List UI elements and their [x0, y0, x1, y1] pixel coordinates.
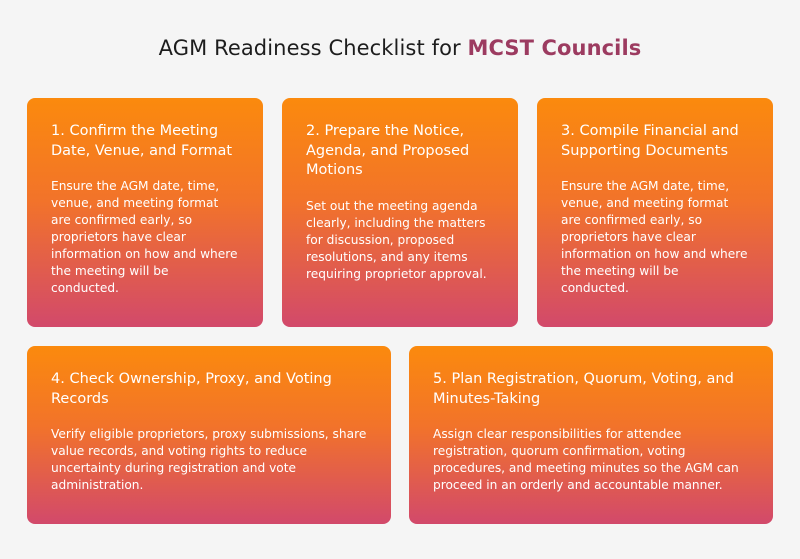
page-title-accent: MCST Councils — [467, 36, 642, 60]
checklist-card-title: 3. Compile Financial and Supporting Documents — [561, 123, 739, 159]
checklist-card-body: Assign clear responsibilities for attendee registration, quorum confirmation, voting procedures, and meeting minutes so the AGM can proceed in an orderly and accountable manner. — [433, 427, 739, 492]
checklist-card-2 — [282, 98, 518, 327]
checklist-card-title: 4. Check Ownership, Proxy, and Voting Records — [51, 371, 332, 407]
checklist-card-body: Set out the meeting agenda clearly, including the matters for discussion, proposed resolutions, and any items requiring proprietor approval. — [306, 198, 487, 281]
checklist-card-title: 2. Prepare the Notice, Agenda, and Proposed Motions — [306, 123, 470, 178]
checklist-card-body: Ensure the AGM date, time, venue, and meeting format are confirmed early, so proprietors have clear information on how and where the meeting will be conducted. — [51, 179, 238, 295]
page-title — [0, 36, 800, 60]
checklist-card-1 — [27, 98, 263, 327]
checklist-card-5 — [409, 346, 773, 524]
checklist-card-body: Ensure the AGM date, time, venue, and meeting format are confirmed early, so proprietors have clear information on how and where the meeting will be conducted. — [561, 179, 748, 295]
checklist-card-title: 5. Plan Registration, Quorum, Voting, and Minutes-Taking — [433, 371, 734, 407]
checklist-card-body: Verify eligible proprietors, proxy submissions, share value records, and voting rights to reduce uncertainty during registration and vote administration. — [51, 427, 367, 492]
checklist-card-4 — [27, 346, 391, 524]
checklist-card-3 — [537, 98, 773, 327]
checklist-card-title: 1. Confirm the Meeting Date, Venue, and Format — [51, 123, 233, 159]
page-title-prefix: AGM Readiness Checklist for — [158, 36, 468, 60]
